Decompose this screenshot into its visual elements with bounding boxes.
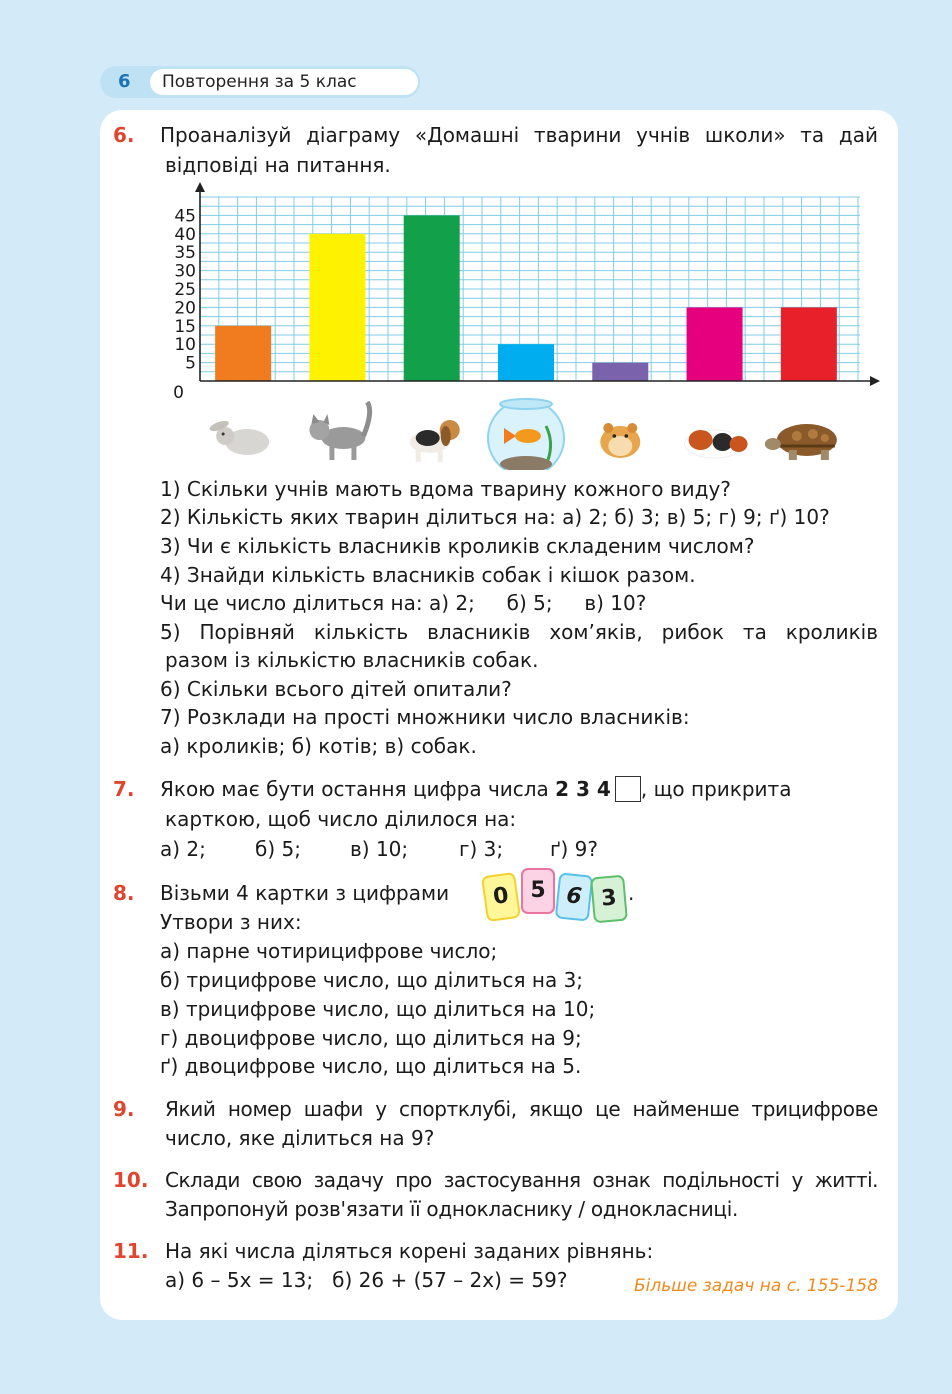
task-7-text-1a: Якою має бути остання цифра числа xyxy=(160,777,549,801)
y-tick-label: 45 xyxy=(174,206,196,227)
task-8-item-d: г) двоцифрове число, що ділиться на 9; xyxy=(160,1026,582,1050)
chart-y-ticks xyxy=(173,206,196,403)
y-tick-label: 10 xyxy=(174,335,196,356)
task-9-text-2: число, яке ділиться на 9? xyxy=(165,1126,435,1150)
task-7-option-a: а) 2; xyxy=(160,837,206,861)
task-8-item-b: б) трицифрове число, що ділиться на 3; xyxy=(160,968,584,992)
task-6-question-4: 4) Знайди кількість власників собак і кішок разом. xyxy=(160,563,696,587)
task-7-option-c: в) 10; xyxy=(350,837,409,861)
bar-0 xyxy=(215,326,271,381)
task-6-question-4b: Чи це число ділиться на: а) 2; б) 5; в) 10? xyxy=(160,591,647,615)
task-9-text-1: Який номер шафи у спортклубі, якщо це найменше трицифрове xyxy=(165,1097,878,1121)
pets-bar-chart xyxy=(170,180,890,470)
y-tick-label: 15 xyxy=(174,316,196,337)
digit-card-5: 5 xyxy=(521,868,555,914)
task-6-number: 6. xyxy=(113,123,135,147)
task-7-text-2: карткою, щоб число ділилося на: xyxy=(165,807,517,831)
task-9-number: 9. xyxy=(113,1097,135,1121)
cat-icon xyxy=(309,402,369,460)
task-7-number: 7. xyxy=(113,777,135,801)
page-title: Повторення за 5 клас xyxy=(162,72,357,92)
bar-1 xyxy=(309,234,365,381)
turtle-icon xyxy=(765,424,837,460)
hidden-digit-box xyxy=(615,776,641,802)
more-tasks-link[interactable]: Більше задач на с. 155-158 xyxy=(634,1276,878,1296)
bar-6 xyxy=(781,307,837,381)
page-number: 6 xyxy=(118,71,131,92)
task-8-text-1-end: . xyxy=(628,881,635,905)
task-8-number: 8. xyxy=(113,881,135,905)
task-7-option-d: г) 3; xyxy=(459,837,504,861)
task-7-option-e: ґ) 9? xyxy=(550,837,599,861)
task-10-number: 10. xyxy=(113,1168,149,1192)
bar-3 xyxy=(498,344,554,381)
task-6-question-7b: а) кроликів; б) котів; в) собак. xyxy=(160,734,477,758)
y-axis-arrow xyxy=(195,182,205,192)
y-tick-label: 25 xyxy=(174,280,196,300)
task-6-question-1: 1) Скільки учнів мають вдома тварину кожного виду? xyxy=(160,477,731,501)
task-6-text-1: Проаналізуй діаграму «Домашні тварини учнів школи» та дай xyxy=(160,123,878,147)
task-7-option-b: б) 5; xyxy=(255,837,301,861)
rabbit-icon xyxy=(208,419,269,455)
bar-4 xyxy=(592,363,648,381)
task-11-text-1: На які числа діляться корені заданих рівнянь: xyxy=(165,1239,654,1263)
task-8-item-intro: Утвори з них: xyxy=(160,910,302,934)
task-6-question-5b: разом із кількістю власників собак. xyxy=(165,648,539,672)
task-6-question-7: 7) Розклади на прості множники число власників: xyxy=(160,705,690,729)
guinea-pig-icon xyxy=(685,430,748,458)
task-10-text-1: Склади свою задачу про застосування ознак подільності у житті. xyxy=(165,1168,878,1192)
bar-2 xyxy=(404,215,460,381)
task-6-question-6: 6) Скільки всього дітей опитали? xyxy=(160,677,512,701)
task-11-number: 11. xyxy=(113,1239,149,1263)
y-tick-label: 30 xyxy=(174,261,196,282)
task-6-question-2: 2) Кількість яких тварин ділиться на: а) 2; б) 3; в) 5; г) 9; ґ) 10? xyxy=(160,505,830,529)
task-8-item-a: а) парне чотирицифрове число; xyxy=(160,939,498,963)
task-11-text-2: а) 6 – 5x = 13; б) 26 + (57 – 2x) = 59? xyxy=(165,1268,568,1292)
task-6-question-5: 5) Порівняй кількість власників хом’яків, рибок та кроликів xyxy=(160,620,878,644)
digit-card-0: 0 xyxy=(481,872,521,922)
task-6-text-2: відповіді на питання. xyxy=(165,153,391,177)
y-tick-label: 0 xyxy=(173,383,184,403)
task-7-text-1 xyxy=(160,776,791,802)
y-tick-label: 35 xyxy=(174,243,196,264)
y-tick-label: 20 xyxy=(174,298,196,319)
y-tick-label: 40 xyxy=(174,224,196,245)
task-8-item-e: ґ) двоцифрове число, що ділиться на 5. xyxy=(160,1054,582,1078)
y-tick-label: 5 xyxy=(185,353,196,374)
hamster-icon xyxy=(600,423,640,458)
task-7-text-1b: , що прикрита xyxy=(640,777,792,801)
fish-bowl-icon xyxy=(488,399,564,470)
task-8-item-c: в) трицифрове число, що ділиться на 10; xyxy=(160,997,596,1021)
x-axis-arrow xyxy=(870,376,880,386)
task-7-digits: 2 3 4 xyxy=(555,777,611,801)
task-6-question-3: 3) Чи є кількість власників кроликів складеним числом? xyxy=(160,534,755,558)
bar-5 xyxy=(687,307,743,381)
digit-card-6: 6 xyxy=(555,872,594,921)
task-8-text-1: Візьми 4 картки з цифрами xyxy=(160,881,450,905)
chart-animal-icons xyxy=(208,399,836,470)
task-10-text-2: Запропонуй розв'язати її однокласнику / однокласниці. xyxy=(165,1197,739,1221)
dog-icon xyxy=(410,420,460,462)
digit-card-3: 3 xyxy=(590,875,628,924)
